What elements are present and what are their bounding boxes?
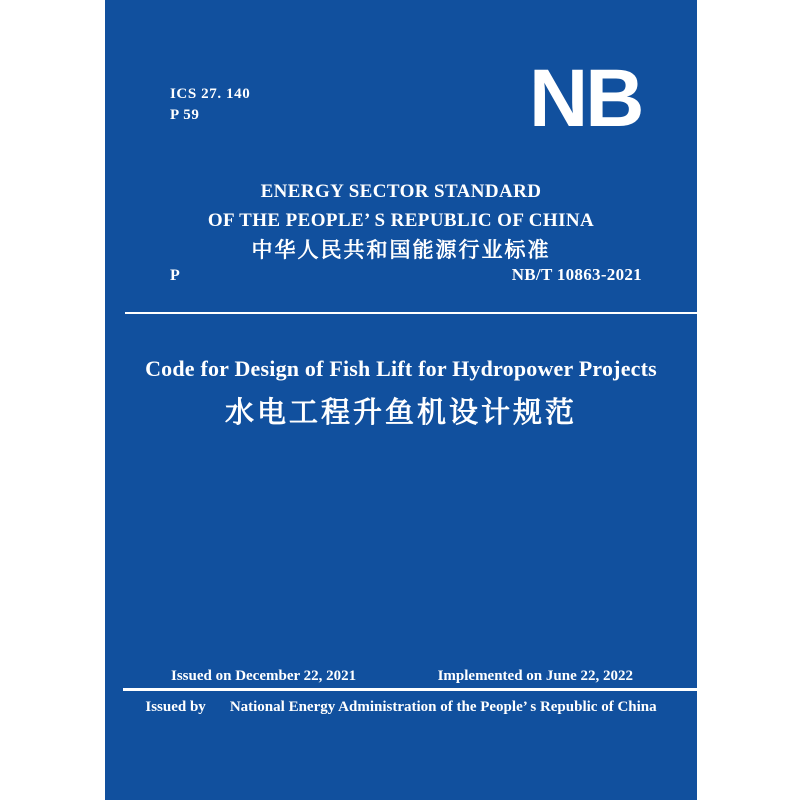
doc-class-code: P 59: [170, 107, 200, 123]
standard-header-titles: [105, 177, 697, 265]
header-title-en-line2: OF THE PEOPLE’ S REPUBLIC OF CHINA: [207, 210, 595, 231]
header-title-cn: 中华人民共和国能源行业标准: [251, 238, 551, 262]
ics-code: ICS 27. 140: [170, 86, 251, 102]
main-title-cn: 水电工程升鱼机设计规范: [224, 397, 577, 429]
issuer-row: [105, 699, 697, 716]
header-divider-line: [125, 312, 697, 314]
issued-date: Issued on December 22, 2021: [171, 668, 357, 684]
issued-by-value: National Energy Administration of the People’ s Republic of China: [229, 699, 657, 715]
footer-double-divider-line: [123, 688, 697, 691]
nb-logo: NB: [529, 53, 642, 144]
implemented-date: Implemented on June 22, 2022: [437, 668, 633, 684]
class-letter: P: [170, 267, 180, 284]
dates-row: [171, 668, 633, 685]
standard-number: NB/T 10863-2021: [511, 265, 642, 284]
ics-classification-block: [170, 84, 250, 126]
issued-by-label: Issued by: [145, 699, 206, 715]
main-title-en: Code for Design of Fish Lift for Hydropower Projects: [145, 356, 657, 381]
book-cover: [105, 0, 697, 800]
class-and-number-row: [170, 265, 642, 285]
header-title-en-line1: ENERGY SECTOR STANDARD: [260, 181, 542, 202]
